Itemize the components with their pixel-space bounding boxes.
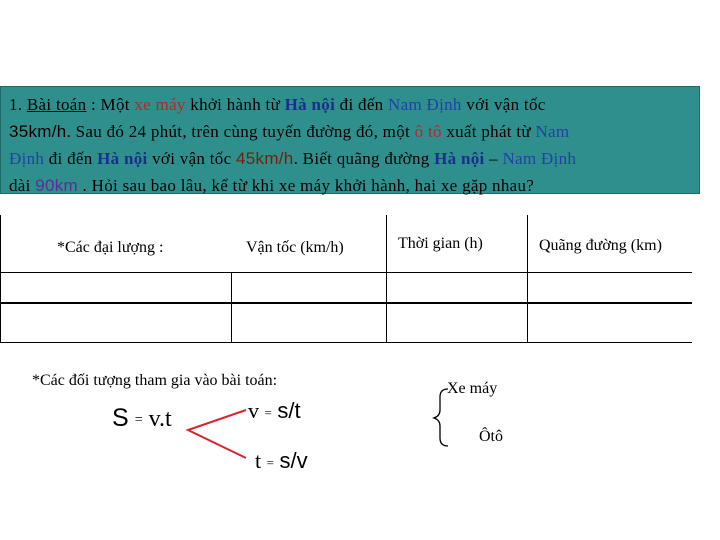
formula-v-equals: = [264,404,272,420]
problem-text: dài [9,176,36,195]
vehicle-motorbike: Xe máy [447,380,498,397]
formula-s-rhs: v.t [148,406,172,432]
table-col-line [386,215,387,343]
problem-label: Bài toán [26,95,87,114]
problem-statement-box [0,86,700,194]
problem-question: . Hỏi sau bao lâu, kể từ khi xe máy khởi hành, hai xe gặp nhau? [78,176,535,195]
highlight-nam: Nam [535,122,570,141]
formula-v-rhs: s/t [277,398,301,423]
table-row-line [0,342,692,343]
problem-text: đi đến [44,149,98,168]
problem-line-4 [9,172,691,199]
problem-text: : Một [86,95,135,114]
highlight-car: ô tô [414,122,442,141]
quantities-table [0,215,720,355]
formula-t-rhs: s/v [279,448,308,473]
problem-text: – [484,149,503,168]
problem-line-1 [9,91,691,118]
highlight-hanoi: Hà nội [97,149,148,168]
curly-brace [434,389,448,446]
highlight-dinh: Định [9,149,45,168]
table-col-line [527,215,528,343]
speed-header: Vận tốc (km/h) [246,239,344,256]
highlight-speed-motorbike: 35km/h [9,122,67,141]
formula-s [112,404,172,433]
problem-number: 1. [9,95,27,114]
highlight-hanoi: Hà nội [284,95,336,114]
highlight-namdinh: Nam Định [388,95,462,114]
red-branch-arrow [188,410,246,458]
problem-text: xuất phát từ [441,122,536,141]
formula-t-letter: t [255,448,262,473]
highlight-motorbike: xe máy [134,95,186,114]
highlight-namdinh: Nam Định [502,149,577,168]
formula-s-equals: = [134,412,143,428]
formula-t-equals: = [266,454,274,470]
problem-text: . Biết quãng đường [293,149,435,168]
problem-text: với vận tốc [461,95,546,114]
formula-v-letter: v [248,398,259,423]
vehicle-car: Ôtô [479,428,503,445]
time-header: Thời gian (h) [398,235,483,252]
highlight-distance: 90km [35,176,78,195]
table-col-line [231,272,232,343]
objects-title: *Các đối tượng tham gia vào bài toán: [32,372,278,389]
problem-text: với vận tốc [147,149,237,168]
problem-line-2 [9,118,691,145]
problem-line-3 [9,145,691,172]
problem-text: . Sau đó 24 phút, trên cùng tuyến đường đó, một [66,122,415,141]
formula-t [255,448,308,474]
distance-header: Quãng đường (km) [539,237,662,254]
table-row-line [0,302,692,304]
problem-text: khởi hành từ [185,95,285,114]
problem-text: đi đến [335,95,389,114]
table-left-border [0,215,1,343]
highlight-speed-car: 45km/h [236,149,294,168]
highlight-hanoi: Hà nội [434,149,485,168]
quantities-label: *Các đại lượng : [57,239,164,256]
table-row-line [0,272,692,273]
formula-v [248,398,301,424]
formula-s-letter: S [112,404,129,432]
